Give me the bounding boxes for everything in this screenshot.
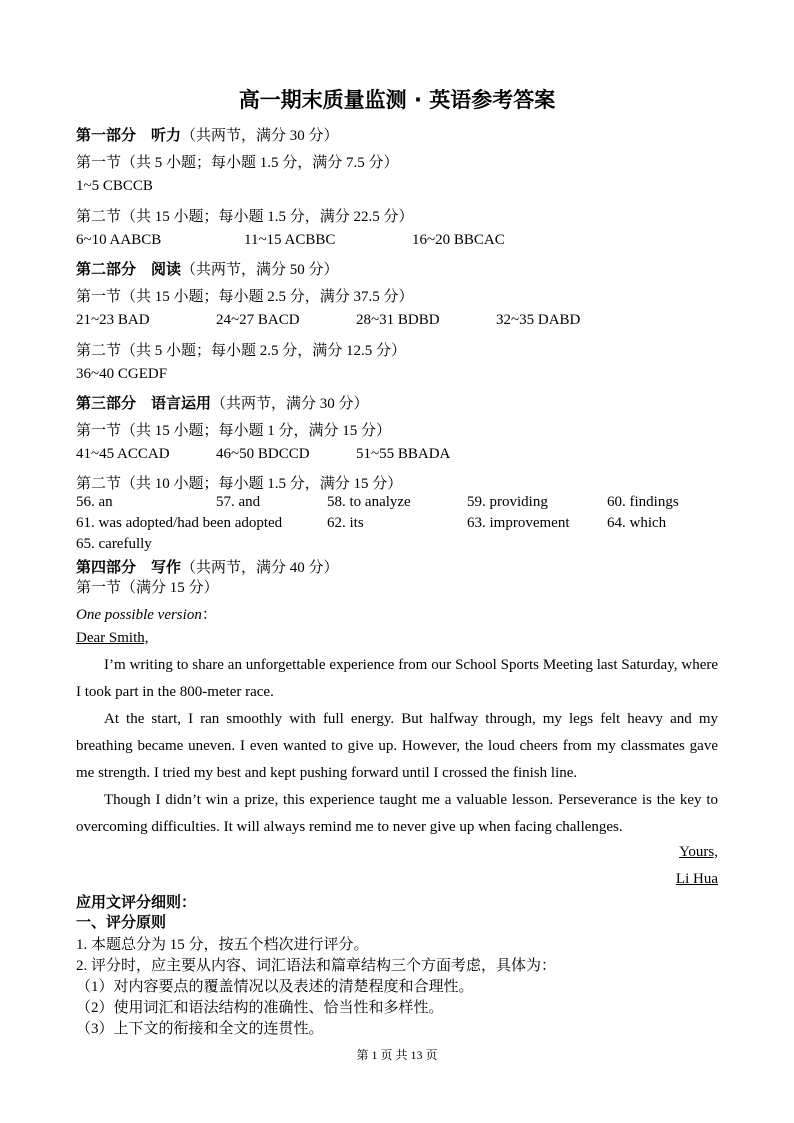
part3-note: （共两节，满分 30 分）: [211, 396, 369, 412]
answer-item: 65. carefully: [76, 536, 152, 552]
answer-item: 58. to analyze: [327, 494, 411, 510]
scoring-item: （1）对内容要点的覆盖情况以及表述的清楚程度和合理性。: [76, 979, 474, 995]
part2-heading: [76, 258, 339, 279]
letter-signature: [76, 871, 718, 888]
answer-item: 59. providing: [467, 494, 548, 510]
letter-closing: [76, 844, 718, 861]
scoring-item: 2. 评分时，应主要从内容、词汇语法和篇章结构三个方面考虑，具体为：: [76, 958, 557, 974]
part2-head: 第二部分 阅读: [76, 260, 182, 278]
part1-sec2-title: 第二节（共 15 小题；每小题 1.5 分，满分 22.5 分）: [76, 209, 414, 225]
answer-group: 46~50 BDCCD: [216, 446, 310, 462]
page-title: 高一期末质量监测 · 英语参考答案: [238, 88, 556, 112]
part1-sec1-title: 第一节（共 5 小题；每小题 1.5 分，满分 7.5 分）: [76, 155, 399, 171]
part4-sec1-title: 第一节（满分 15 分）: [76, 580, 219, 596]
letter-greeting: Dear Smith,: [76, 630, 149, 646]
part1-note: （共两节，满分 30 分）: [181, 128, 339, 144]
answer-group: 24~27 BACD: [216, 312, 300, 328]
answer-group: 6~10 AABCB: [76, 232, 162, 248]
letter-paragraph-2: At the start, I ran smoothly with full energy. But halfway through, my legs felt heavy and my breathing became uneven. I even wanted to give up. However, the loud cheers from my classmates gave me strength. I tried my best and kept pushing forward until I crossed the finish line.: [76, 711, 718, 781]
part3-heading: [76, 392, 369, 413]
part4-head: 第四部分 写作: [76, 558, 182, 576]
answer-group: 11~15 ACBBC: [244, 232, 336, 248]
closing-text: Yours,: [679, 844, 718, 860]
part2-sec1-title: 第一节（共 15 小题；每小题 2.5 分，满分 37.5 分）: [76, 289, 414, 305]
answer-item: 60. findings: [607, 494, 679, 510]
version-label-line: [76, 603, 217, 624]
answer-item: 61. was adopted/had been adopted: [76, 515, 283, 531]
version-colon: ：: [201, 607, 217, 623]
scoring-item: （2）使用词汇和语法结构的准确性、恰当性和多样性。: [76, 1000, 444, 1016]
page-footer: 第 1 页 共 13 页: [356, 1048, 438, 1062]
part4-heading: [76, 556, 339, 577]
letter-paragraph-3: Though I didn’t win a prize, this experience taught me a valuable lesson. Perseverance is the key to overcoming difficulties. It will always remind me to never give up when facing challenges.: [76, 792, 718, 835]
answer-group: 51~55 BBADA: [356, 446, 451, 462]
answer-group: 36~40 CGEDF: [76, 366, 168, 382]
answer-item: 56. an: [76, 494, 113, 510]
part3-sec2-title: 第二节（共 10 小题；每小题 1.5 分，满分 15 分）: [76, 476, 403, 492]
scoring-subheading: 一、评分原则: [76, 913, 167, 931]
part4-note: （共两节，满分 40 分）: [181, 560, 339, 576]
scoring-item: （3）上下文的衔接和全文的连贯性。: [76, 1021, 324, 1037]
answer-item: 63. improvement: [467, 515, 570, 531]
part1-heading: [76, 124, 339, 145]
part2-note: （共两节，满分 50 分）: [181, 262, 339, 278]
signature-text: Li Hua: [675, 871, 718, 887]
part3-head: 第三部分 语言运用: [76, 394, 212, 412]
part1-head: 第一部分 听力: [76, 126, 182, 144]
part3-sec1-title: 第一节（共 15 小题；每小题 1 分，满分 15 分）: [76, 423, 392, 439]
answer-item: 57. and: [216, 494, 261, 510]
part2-sec2-title: 第二节（共 5 小题；每小题 2.5 分，满分 12.5 分）: [76, 343, 407, 359]
answer-group: 21~23 BAD: [76, 312, 150, 328]
answer-item: 62. its: [327, 515, 364, 531]
answer-group: 16~20 BBCAC: [412, 232, 505, 248]
version-label: One possible version: [76, 607, 202, 623]
scoring-heading: 应用文评分细则：: [76, 893, 197, 911]
letter-paragraph-1: I’m writing to share an unforgettable experience from our School Sports Meeting last Saturday, where I took part in the 800-meter race.: [76, 657, 718, 700]
answer-item: 64. which: [607, 515, 667, 531]
answer-group: 41~45 ACCAD: [76, 446, 170, 462]
answer-group: 1~5 CBCCB: [76, 178, 153, 194]
answer-group: 32~35 DABD: [496, 312, 581, 328]
scoring-item: 1. 本题总分为 15 分，按五个档次进行评分。: [76, 937, 369, 953]
answer-group: 28~31 BDBD: [356, 312, 440, 328]
